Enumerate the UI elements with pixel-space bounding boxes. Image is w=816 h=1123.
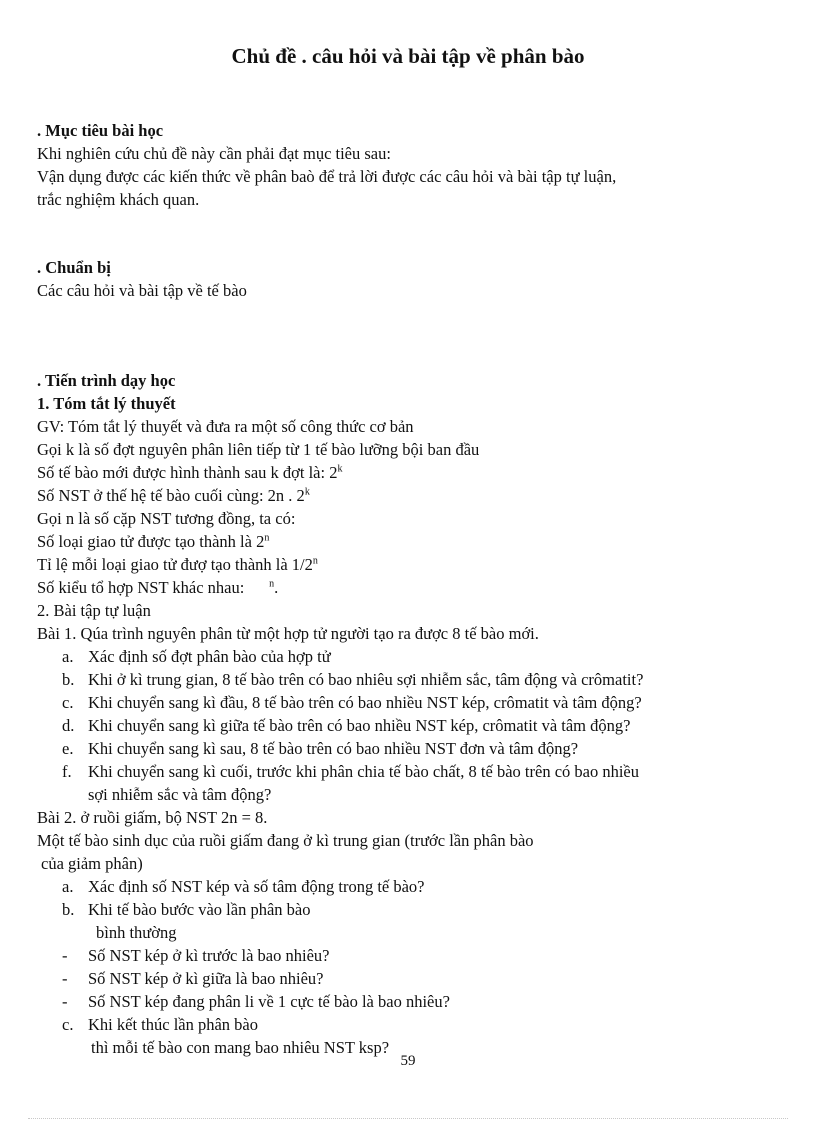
footer-divider <box>28 1118 788 1119</box>
process-section <box>37 369 757 1059</box>
list-item: f. Khi chuyển sang kì cuối, trước khi phân chia tế bào chất, 8 tế bào trên có bao nhiều <box>62 762 639 781</box>
list-item-continuation: sợi nhiễm sắc và tâm động? <box>88 785 272 804</box>
theory-subheading: 1. Tóm tắt lý thuyết <box>37 394 176 413</box>
list-item: c. Khi chuyển sang kì đầu, 8 tế bào trên có bao nhiều NST kép, crômatit và tâm động? <box>62 693 642 712</box>
exercise-2-items <box>37 875 757 1059</box>
preparation-heading: . Chuẩn bị <box>37 258 111 277</box>
preparation-section <box>37 256 757 302</box>
theory-line: Gọi k là số đợt nguyên phân liên tiếp từ 1 tế bào lưỡng bội ban đầu <box>37 440 480 459</box>
exercise-1-items <box>37 645 757 806</box>
formula-line: Tỉ lệ mỗi loại giao tử đượ tạo thành là 1/2$^n$ <box>37 555 318 574</box>
list-item: b. Khi tế bào bước vào lần phân bào <box>62 900 311 919</box>
list-item: e. Khi chuyển sang kì sau, 8 tế bào trên có bao nhiều NST đơn và tâm động? <box>62 739 579 758</box>
list-item: a. Xác định số đợt phân bào của hợp tử <box>62 647 331 666</box>
preparation-line: Các câu hỏi và bài tập về tế bào <box>37 281 247 300</box>
theory-line: GV: Tóm tắt lý thuyết và đưa ra một số công thức cơ bản <box>37 417 414 436</box>
formula-line: Số NST ở thế hệ tế bào cuối cùng: 2n . 2$^k$ <box>37 486 310 505</box>
exercise-2-title: Bài 2. ở ruồi giấm, bộ NST 2n = 8. <box>37 808 268 827</box>
page-number: 59 <box>400 1053 416 1069</box>
dash-item: - Số NST kép ở kì giữa là bao nhiêu? <box>62 969 324 988</box>
exercise-1-title: Bài 1. Qúa trình nguyên phân từ một hợp tử người tạo ra được 8 tế bào mới. <box>37 624 539 643</box>
exercise-2-intro: Một tế bào sinh dục của ruồi giấm đang ở kì trung gian (trước lần phân bào <box>37 831 534 850</box>
list-item-continuation: bình thường <box>96 923 177 942</box>
dash-item: - Số NST kép đang phân li về 1 cực tế bào là bao nhiêu? <box>62 992 450 1011</box>
formula-line: Gọi n là số cặp NST tương đồng, ta có: <box>37 509 296 528</box>
page-title: Chủ đề . câu hỏi và bài tập về phân bào <box>231 44 585 68</box>
list-item: c. Khi kết thúc lần phân bào <box>62 1015 258 1034</box>
formula-line: Số kiểu tổ hợp NST khác nhau: $^n$. <box>37 578 279 597</box>
list-item: a. Xác định số NST kép và số tâm động trong tế bào? <box>62 877 425 896</box>
formula-line: Số tế bào mới được hình thành sau k đợt là: 2$^k$ <box>37 463 343 482</box>
list-item: d. Khi chuyển sang kì giữa tế bào trên có bao nhiều NST kép, crômatit và tâm động? <box>62 716 631 735</box>
list-item-continuation: thì mỗi tế bào con mang bao nhiêu NST ksp? <box>91 1038 390 1057</box>
objectives-line: trắc nghiệm khách quan. <box>37 190 200 209</box>
objectives-line: Vận dụng được các kiến thức về phân baò để trả lời được các câu hỏi và bài tập tự luận, <box>37 167 617 186</box>
objectives-line: Khi nghiên cứu chủ đề này cần phải đạt mục tiêu sau: <box>37 144 391 163</box>
list-item: b. Khi ở kì trung gian, 8 tế bào trên có bao nhiêu sợi nhiễm sắc, tâm động và crômatit? <box>62 670 644 689</box>
process-heading: . Tiến trình dạy học <box>37 371 176 390</box>
objectives-heading: . Mục tiêu bài học <box>37 121 164 140</box>
objectives-section <box>37 119 757 211</box>
formula-line: Số loại giao tử được tạo thành là 2$^n$ <box>37 532 270 551</box>
dash-item: - Số NST kép ở kì trước là bao nhiêu? <box>62 946 330 965</box>
exercise-2-intro-continuation: của giảm phân) <box>41 854 143 873</box>
essay-heading: 2. Bài tập tự luận <box>37 601 151 620</box>
